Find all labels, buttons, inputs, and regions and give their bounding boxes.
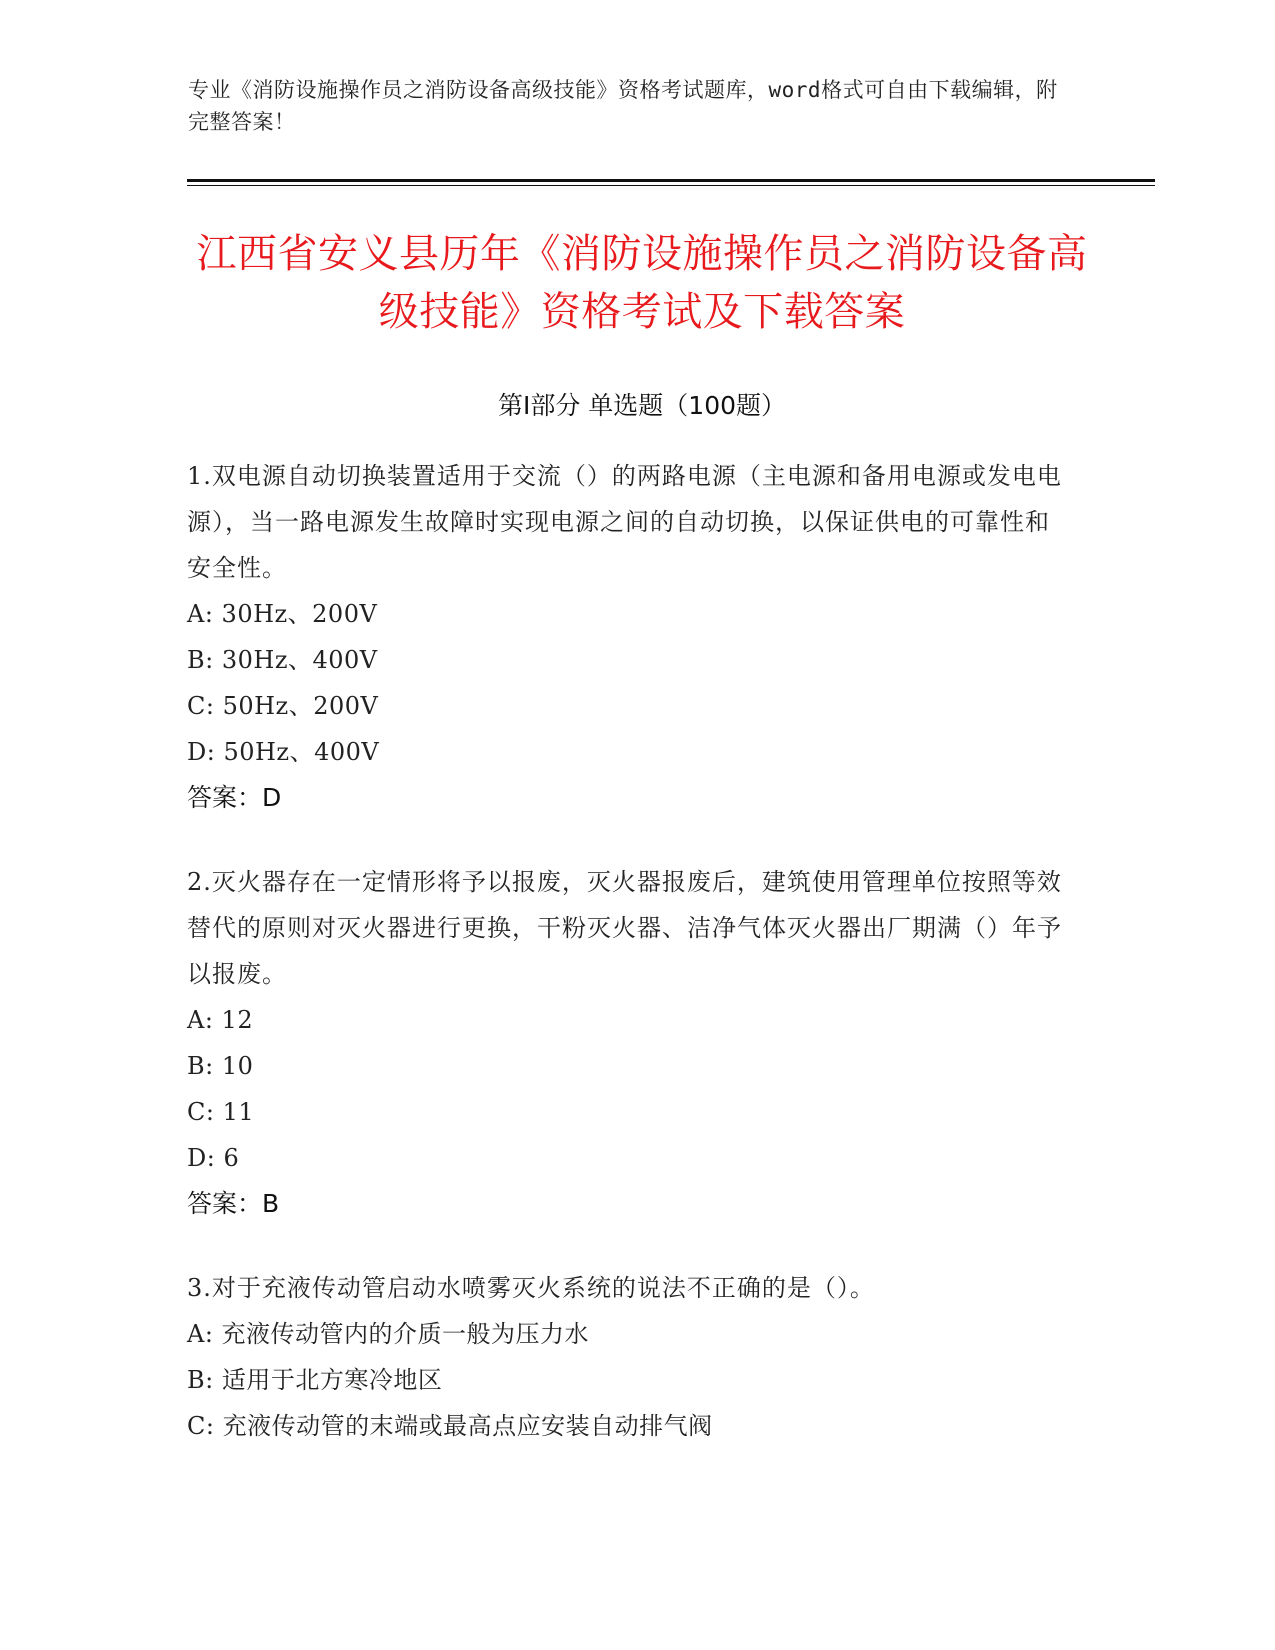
question-3 <box>187 1265 1067 1449</box>
question-stem: 2.灭火器存在一定情形将予以报废，灭火器报废后，建筑使用管理单位按照等效替代的原则对灭火器进行更换，干粉灭火器、洁净气体灭火器出厂期满（）年予以报废。 <box>187 868 1062 988</box>
section-heading: 第Ⅰ部分 单选题（100题） <box>497 391 787 420</box>
answer-line: 答案：D <box>187 783 282 812</box>
header-divider-thin <box>187 185 1155 186</box>
question-stem: 3.对于充液传动管启动水喷雾灭火系统的说法不正确的是（）。 <box>187 1274 875 1302</box>
option-c: C: 50Hz、200V <box>187 692 379 720</box>
option-b: B: 10 <box>187 1052 254 1080</box>
answer-line: 答案：B <box>187 1189 280 1218</box>
option-c: C: 充液传动管的末端或最高点应安装自动排气阀 <box>187 1412 713 1440</box>
option-c: C: 11 <box>187 1098 255 1126</box>
header-divider-thick <box>187 179 1155 182</box>
option-b: B: 适用于北方寒冷地区 <box>187 1366 443 1394</box>
question-2 <box>187 859 1067 1227</box>
option-d: D: 6 <box>187 1144 240 1172</box>
option-a: A: 充液传动管内的介质一般为压力水 <box>187 1320 590 1348</box>
option-a: A: 30Hz、200V <box>187 600 378 628</box>
option-d: D: 50Hz、400V <box>187 738 380 766</box>
question-1 <box>187 453 1067 821</box>
option-b: B: 30Hz、400V <box>187 646 378 674</box>
question-stem: 1.双电源自动切换装置适用于交流（）的两路电源（主电源和备用电源或发电电源），当一路电源发生故障时实现电源之间的自动切换，以保证供电的可靠性和安全性。 <box>187 462 1062 582</box>
option-a: A: 12 <box>187 1006 254 1034</box>
document-title: 江西省安义县历年《消防设施操作员之消防设备高级技能》资格考试及下载答案 <box>196 231 1088 335</box>
header-note: 专业《消防设施操作员之消防设备高级技能》资格考试题库，word格式可自由下载编辑，附完整答案！ <box>188 78 1058 134</box>
